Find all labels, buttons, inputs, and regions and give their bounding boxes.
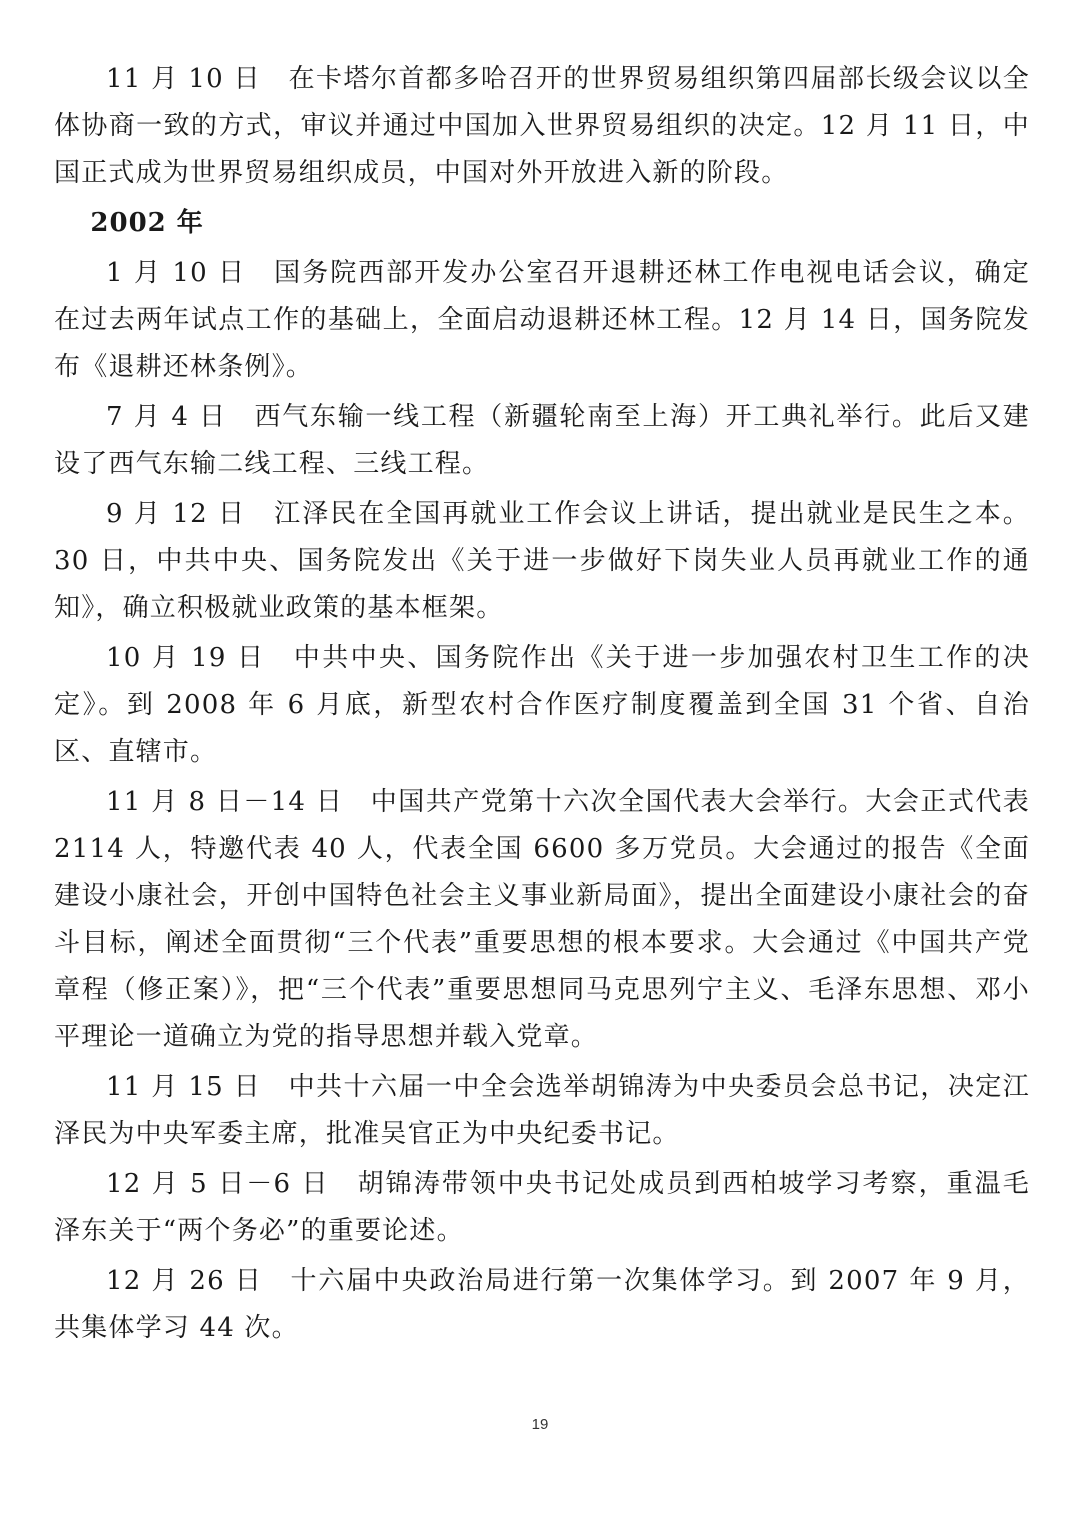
entry-2002-12-05: 12 月 5 日－6 日 胡锦涛带领中央书记处成员到西柏坡学习考察，重温毛泽东关于“两个务必”的重要论述。	[54, 1169, 1030, 1246]
entry-2002-01-10: 1 月 10 日 国务院西部开发办公室召开退耕还林工作电视电话会议，确定在过去两年试点工作的基础上，全面启动退耕还林工程。12 月 14 日，国务院发布《退耕还林条例》。	[54, 258, 1030, 382]
entry-2001-11-10: 11 月 10 日 在卡塔尔首都多哈召开的世界贸易组织第四届部长级会议以全体协商一致的方式，审议并通过中国加入世界贸易组织的决定。12 月 11 日，中国正式成为世界贸易组织成员，中国对外开放进入新的阶段。	[54, 64, 1030, 188]
document-page	[54, 56, 1030, 1355]
year-heading-2002: 2002 年	[90, 208, 204, 238]
entry-2002-07-04: 7 月 4 日 西气东输一线工程（新疆轮南至上海）开工典礼举行。此后又建设了西气东输二线工程、三线工程。	[54, 402, 1030, 479]
entry-2002-12-26: 12 月 26 日 十六届中央政治局进行第一次集体学习。到 2007 年 9 月，共集体学习 44 次。	[54, 1266, 1030, 1343]
entry-2002-11-08: 11 月 8 日－14 日 中国共产党第十六次全国代表大会举行。大会正式代表 2114 人，特邀代表 40 人，代表全国 6600 多万党员。大会通过的报告《全面建设小康社会，开创中国特色社会主义事业新局面》，提出全面建设小康社会的奋斗目标，阐述全面贯彻“三个代表”重要思想的根本要求。大会通过《中国共产党章程（修正案）》，把“三个代表”重要思想同马克思列宁主义、毛泽东思想、邓小平理论一道确立为党的指导思想并载入党章。	[54, 787, 1030, 1052]
page-number: 19	[531, 1416, 549, 1433]
entry-2002-09-12: 9 月 12 日 江泽民在全国再就业工作会议上讲话，提出就业是民生之本。30 日，中共中央、国务院发出《关于进一步做好下岗失业人员再就业工作的通知》，确立积极就业政策的基本框架。	[54, 499, 1030, 623]
entry-2002-10-19: 10 月 19 日 中共中央、国务院作出《关于进一步加强农村卫生工作的决定》。到 2008 年 6 月底，新型农村合作医疗制度覆盖到全国 31 个省、自治区、直辖市。	[54, 643, 1030, 767]
entry-2002-11-15: 11 月 15 日 中共十六届一中全会选举胡锦涛为中央委员会总书记，决定江泽民为中央军委主席，批准吴官正为中央纪委书记。	[54, 1072, 1030, 1149]
